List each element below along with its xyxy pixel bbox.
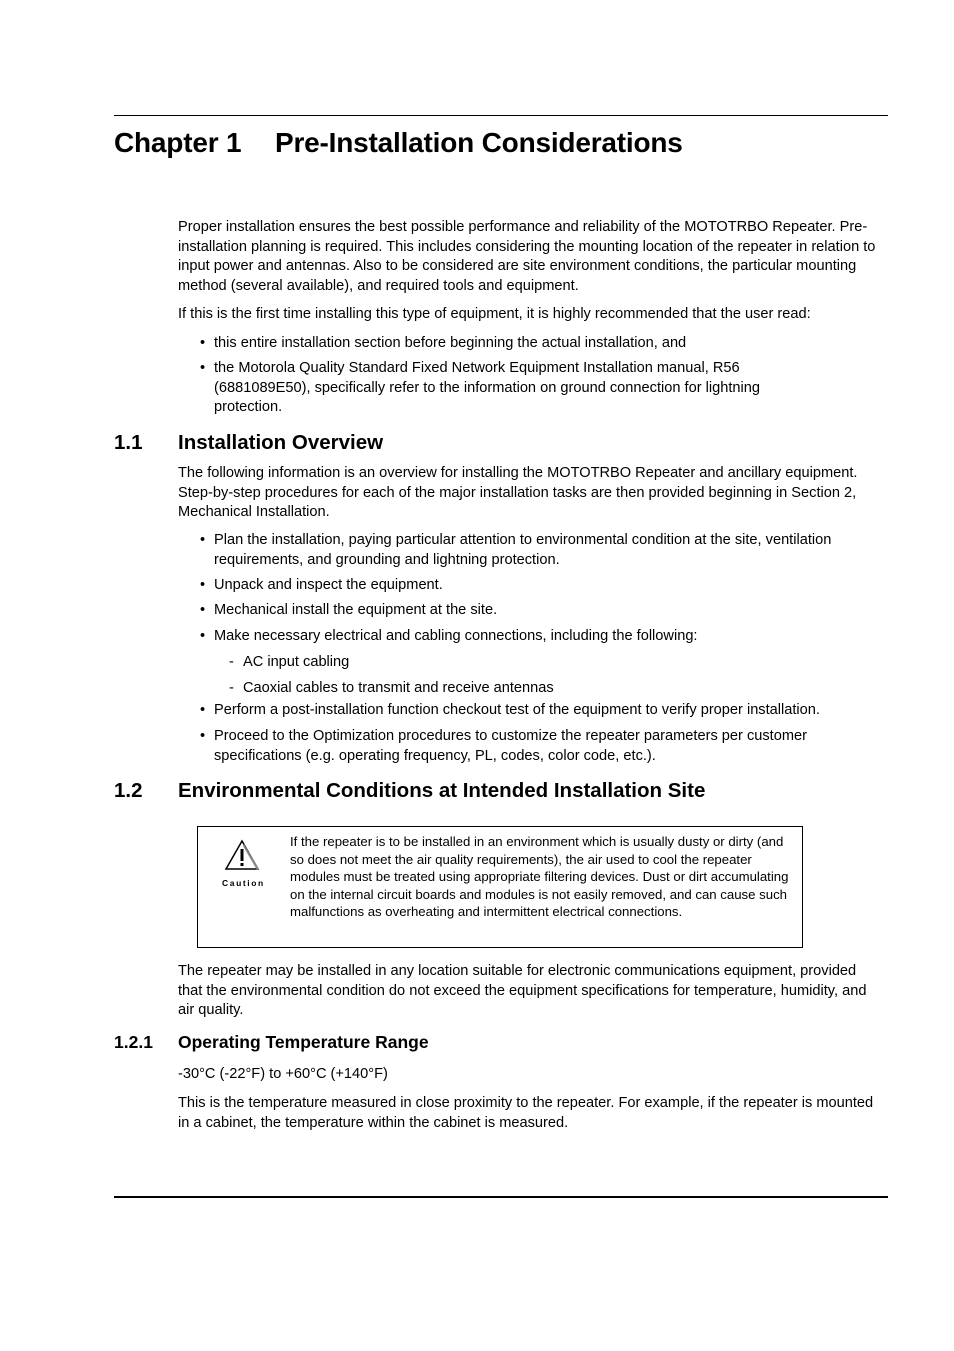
caution-icon [222,839,265,888]
temperature-range: -30°C (-22°F) to +60°C (+140°F) [178,1066,388,1082]
bullet-icon: • [200,602,206,618]
temperature-paragraph: This is the temperature measured in close proximity to the repeater. For example, if the repeater is mounted in a cabinet, the temperature within the cabinet is measured. [178,1095,874,1131]
dash-icon: - [229,654,234,670]
caution-label: Caution [222,878,265,888]
intro-paragraph-1: Proper installation ensures the best possible performance and reliability of the MOTOTRBO Repeater. Pre-installation planning is required. This includes considering the mounting location of the repeater in relation to input power and antennas. Also to be considered are site environment conditions, the particular mounting method (several available), and required tools and equipment. [178,219,876,294]
list-item: • Mechanical install the equipment at the site. [200,601,888,621]
caution-text: If the repeater is to be installed in an environment which is usually dusty or dirty (and so does not meet the air quality requirements), the air used to cool the repeater modules must be treated using appropriate filtering devices. Dust or dirt accumulating on the internal circuit boards and modules is not easily removed, and can cause such malfunctions as overheating and intermittent electrical connections. [290,834,789,920]
list-item: • Make necessary electrical and cabling connections, including the following: [200,627,888,647]
overview-paragraph: The following information is an overview for installing the MOTOTRBO Repeater and ancillary equipment. Step-by-step procedures for each of the major installation tasks are then provided beginning in Section 2, Mechanical Installation. [178,465,858,520]
chapter-title-text: Pre-Installation Considerations [275,127,683,158]
caution-box [197,826,803,948]
dash-icon: - [229,680,234,696]
list-item: • Proceed to the Optimization procedures to customize the repeater parameters per customer specifications (e.g. operating frequency, PL, codes, color code, etc.). [200,728,807,764]
environment-paragraph: The repeater may be installed in any location suitable for electronic communications equipment, provided that the environmental condition do not exceed the equipment specifications for temperature, humidity, and air quality. [178,963,867,1018]
bullet-icon: • [200,728,206,744]
bullet-icon: • [200,628,206,644]
header-rule [114,115,888,116]
list-item: • Unpack and inspect the equipment. [200,576,888,596]
sub-list-item: - Caoxial cables to transmit and receive antennas [229,679,554,699]
bullet-icon: • [200,335,206,351]
list-item: • this entire installation section before beginning the actual installation, and [200,334,888,354]
sub-list-item: - AC input cabling [229,653,349,673]
warning-triangle-icon [224,839,260,871]
bullet-icon: • [200,360,206,376]
intro-paragraph-2: If this is the first time installing this type of equipment, it is highly recommended that the user read: [178,306,811,322]
chapter-number: Chapter 1 [114,127,242,158]
list-item: • Plan the installation, paying particular attention to environmental condition at the site, ventilation requirements, and grounding and lightning protection. [200,532,832,568]
footer-rule [114,1196,888,1198]
list-item: • Perform a post-installation function checkout test of the equipment to verify proper installation. [200,701,888,721]
bullet-icon: • [200,702,206,718]
list-item: • the Motorola Quality Standard Fixed Network Equipment Installation manual, R56 (6881089E50), specifically refer to the information on ground connection for lightning protection. [200,360,760,415]
bullet-icon: • [200,532,206,548]
chapter-title [114,127,683,159]
bullet-icon: • [200,577,206,593]
